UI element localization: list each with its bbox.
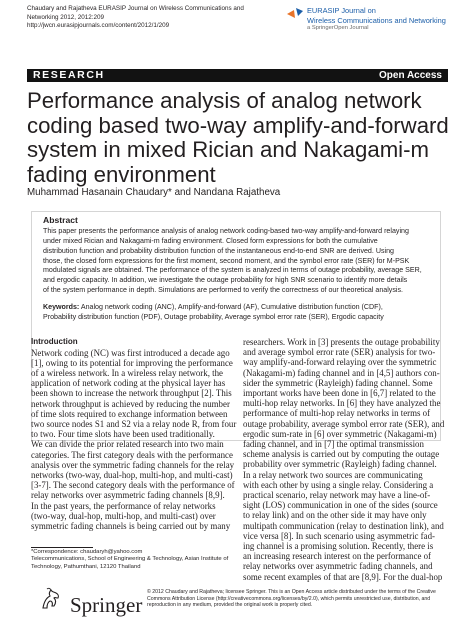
title-line: fading environment [27, 161, 216, 187]
introduction-text-right [243, 337, 448, 582]
text-line: ergodic sum-rate in [6] over symmetric (Nakagami-m) [243, 428, 437, 439]
title-line: system in mixed Rician and Nakagami-m [27, 137, 429, 163]
abstract-heading: Abstract [43, 215, 78, 225]
text-line: sider the symmetric (Rayleigh) fading channel. Some [243, 377, 433, 388]
text-line: important works have been done in [6,7] related to the [243, 388, 436, 399]
article-type-label: RESEARCH [33, 69, 105, 81]
abstract-line: distribution function and probability distribution function of the instantaneous end-to-end SNR are derived. Using [43, 246, 394, 255]
journal-name-line: EURASIP Journal on [307, 6, 376, 15]
keywords-label: Keywords: [43, 303, 80, 311]
text-line: to relay link) and on the other side it may have only [243, 510, 427, 521]
text-line: In a relay network two sources are communicating [243, 469, 423, 480]
text-line: vice versa [8]. In such scenario using asymmetric fad- [243, 530, 435, 541]
text-line: to two. Four time slots have been used traditionally. [31, 429, 215, 440]
citation-line: Chaudary and Rajatheva EURASIP Journal on Wireless Communications and [27, 5, 244, 12]
abstract-line: of the system performance in depth. Simulations are performed to verify the correctness of our theoretical analysis. [43, 286, 403, 295]
text-line: Network coding (NC) was first introduced a decade ago [31, 347, 230, 358]
citation-line: Networking 2012, 2012:209 [27, 13, 105, 21]
text-line: relay networks over asymmetric fading channels [8,9]. [31, 490, 225, 501]
publisher-name: Springer [70, 593, 143, 617]
text-line: of a wireless network. In a wireless relay network, the [31, 368, 223, 378]
abstract-text [43, 227, 438, 296]
text-line: with each other by using a single relay. Considering a [243, 479, 434, 490]
body-right-column [243, 337, 448, 582]
copyright-line: Commons Attribution License (http://creativecommons.org/licenses/by/2.0), which permits unrestricted use, distribution, and [147, 595, 431, 602]
text-line: sight (LOS) communication in one of the sides (source [243, 500, 438, 511]
journal-name-line: Wireless Communications and Networking [307, 15, 446, 25]
abstract-line: under mixed Rician and Nakagami-m fading environment. Closed form expressions for both the cumulative [43, 236, 378, 245]
copyright-line: reproduction in any medium, provided the original work is properly cited. [147, 602, 313, 609]
text-line: practical scenario, relay network may have a line-of- [243, 490, 431, 501]
text-line: probability over symmetric (Rayleigh) fading channel. [243, 459, 437, 470]
text-line: ing channel is a promising solution. Recently, there is [243, 541, 434, 552]
keywords-text: Analog network coding (ANC), Amplify-and-forward (AF), Cumulative distribution function (CDF), [79, 303, 383, 311]
text-line: categories. The first category deals with the performance [31, 449, 233, 460]
text-line: outage probability, average symbol error rate (SER), and [243, 418, 445, 429]
abstract-line: those, the closed form expressions for the first moment, second moment, and the symbol error rate (SER) for M-PSK [43, 256, 410, 265]
copyright-line: © 2012 Chaudary and Rajatheva; licensee Springer. This is an Open Access article distributed under the terms of the Creative [147, 589, 436, 595]
text-line: analysis over the symmetric fading channels for the relay [31, 459, 235, 470]
journal-name [307, 6, 467, 32]
text-line: We can divide the prior related research into two main [31, 439, 224, 450]
keywords-line: Probability distribution function (PDF), Outage probability, Average symbol error rate (SER), Ergodic capacity [43, 312, 384, 321]
text-line: network throughput is achieved by reducing the number [31, 398, 230, 409]
title-line: Performance analysis of analog network [27, 88, 422, 113]
text-line: been shown to increase the network throughput [2]. This [31, 388, 232, 399]
introduction-text-left [31, 347, 237, 532]
footnote-line: Telecommunications, School of Engineering & Technology, Asian Institute of [31, 556, 229, 563]
abstract-line: This paper presents the performance analysis of analog network coding-based two-way amplify-and-forward relaying [43, 227, 409, 235]
keywords [43, 303, 438, 323]
text-line: networks (two-way, dual-hop, multi-hop, and multi-cast) [31, 470, 233, 481]
author-list: Muhammad Hasanain Chaudary* and Nandana Rajatheva [27, 187, 281, 198]
introduction-heading: Introduction [31, 337, 78, 346]
text-line: symmetric fading channels is being carried out by many [31, 521, 231, 532]
text-line: [3-7]. The second category deals with the performance of [31, 480, 235, 491]
journal-tagline: a SpringerOpen Journal [307, 25, 369, 32]
copyright-notice [147, 589, 452, 609]
text-line: fading channel, and in [7] the optimal transmission [243, 439, 424, 450]
body-left-column [31, 337, 237, 532]
abstract-line: modulated signals are obtained. The performance of the system is analyzed in terms of outage probability, average SER, [43, 266, 422, 275]
open-access-label: Open Access [379, 70, 442, 81]
text-line: an increasing research interest on the performance of [243, 551, 432, 562]
text-line: scheme analysis is carried out by computing the outage [243, 449, 440, 460]
text-line: way amplify-and-forward relaying over the symmetric [243, 357, 437, 368]
citation-url-link[interactable]: http://jwcn.eurasipjournals.com/content/2012/1/209 [27, 22, 170, 30]
text-line: and average symbol error rate (SER) analysis for two- [243, 347, 436, 358]
text-line: performance of multi-hop relay networks in terms of [243, 408, 431, 419]
text-line: (Nakagami-m) fading channel and in [4,5] authors con- [243, 367, 440, 378]
text-line: multi-hop relay networks. In [6] they have analyzed the [243, 398, 441, 409]
text-line: application of network coding at the physical layer has [31, 378, 226, 389]
text-line: relay networks over asymmetric fading channels, and [243, 561, 433, 572]
text-line: [1], owing to its potential for improving the performance [31, 357, 233, 368]
text-line: In the past years, the performance of relay networks [31, 500, 216, 511]
abstract-line: and ergodic capacity. In addition, we investigate the outage probability for high SNR scenario to identify more details [43, 276, 408, 285]
text-line: some recent examples of that are [8,9]. For the dual-hop [243, 571, 443, 582]
springer-horse-icon [38, 586, 64, 612]
text-line: of time slots required to exchange information between [31, 408, 228, 419]
footnote-divider [31, 547, 93, 548]
footnote-line: *Correspondence: chaudaryh@yahoo.com [31, 549, 143, 555]
text-line: two source nodes S1 and S2 via a relay node R, from four [31, 419, 237, 430]
article-type-bar [27, 69, 448, 82]
text-line: (two-way, dual-hop, multi-hop, and multi-cast) over [31, 510, 216, 521]
article-title [27, 89, 457, 187]
footnote-line: Technology, Pathumthani, 12120 Thailand [31, 563, 141, 570]
title-line: coding based two-way amplify-and-forward [27, 112, 449, 138]
keywords-line [43, 303, 438, 313]
citation-header [27, 5, 257, 31]
text-line: multipath communication (relay to destination link), and [243, 520, 444, 531]
text-line: researchers. Work in [3] presents the outage probability [243, 337, 440, 347]
correspondence-footnote [31, 549, 231, 571]
